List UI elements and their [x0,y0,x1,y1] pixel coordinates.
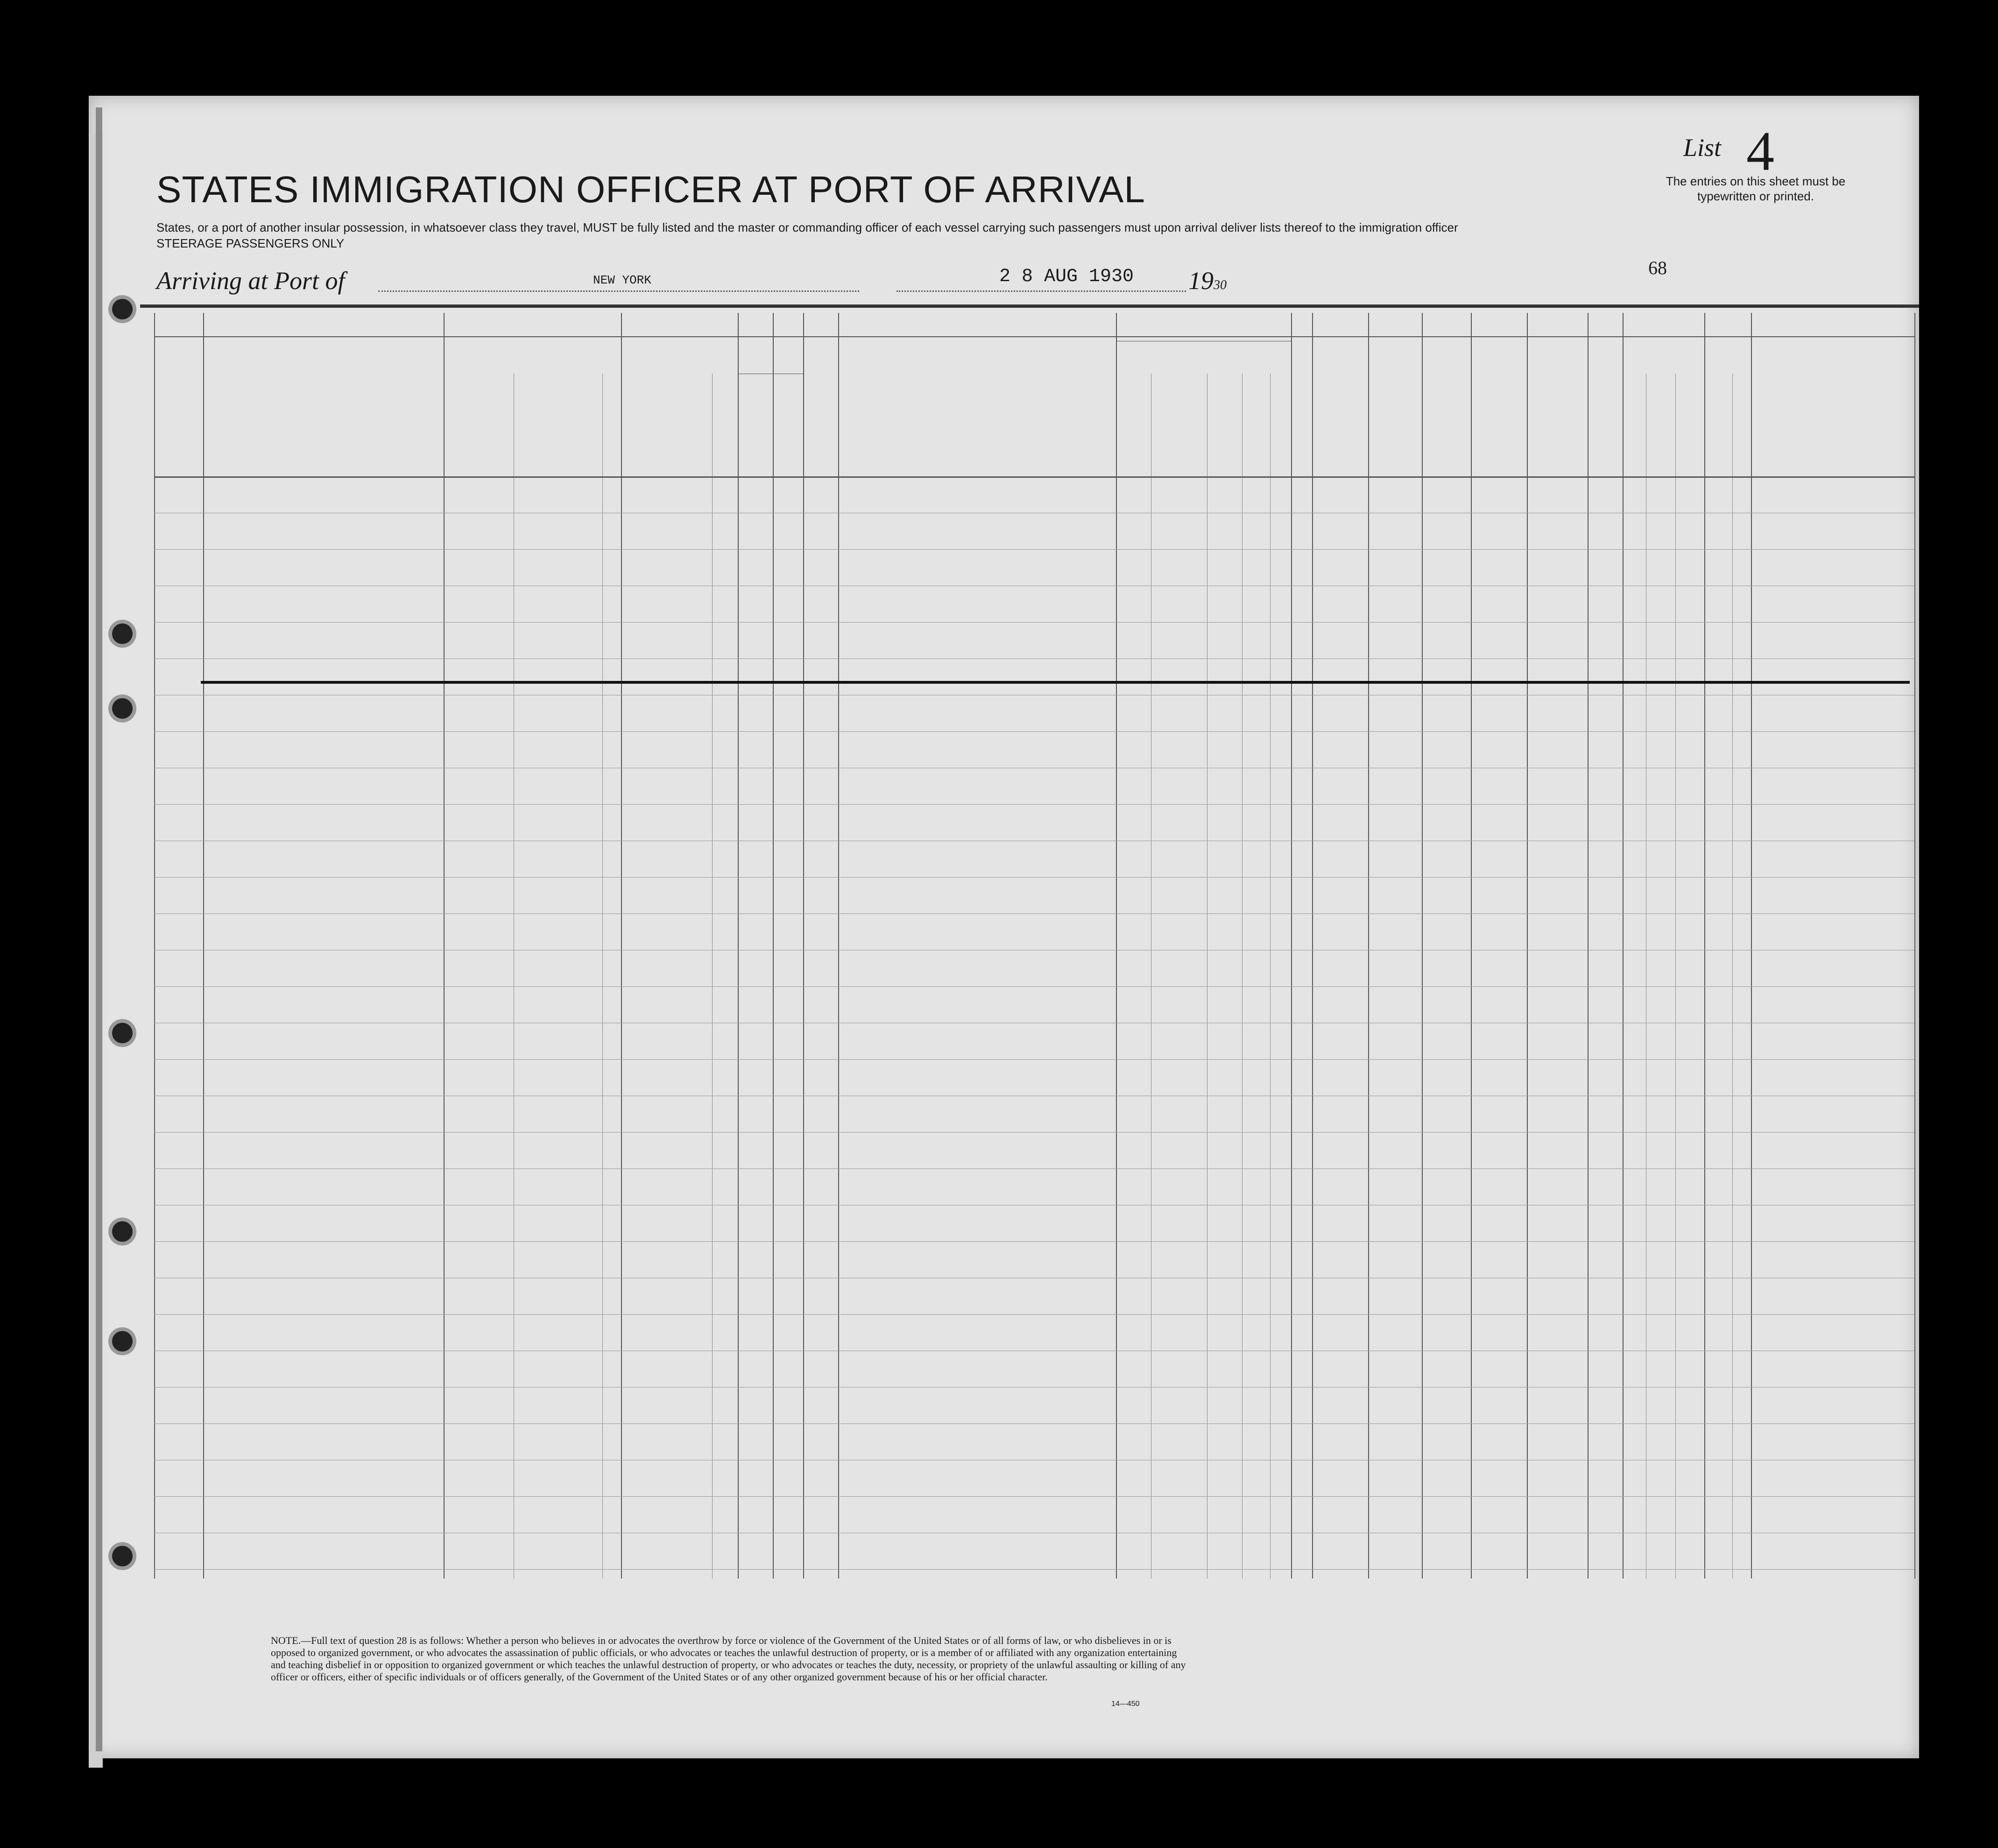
port-fill-line [378,290,859,292]
header-col19 [609,346,619,472]
binding-hole [112,1331,133,1352]
table-subcolumn-rule [602,374,603,1579]
header-bottom-rule [154,476,1914,478]
table-row-rule [154,1168,1914,1169]
form-number: 14—450 [1111,1700,1140,1708]
header-col29 [1375,346,1417,472]
table-row-rule [154,1387,1914,1388]
table-row-rule [154,877,1914,878]
table-column-rule [1704,313,1705,1579]
table-row-rule [154,1241,1914,1242]
header-col33-feet [1596,434,1606,472]
header-col25 [1247,350,1265,472]
header-col28 [1321,346,1363,472]
header-col26 [1274,350,1284,472]
header-col24-a [1128,360,1142,472]
header-col33-inches [1625,434,1635,472]
table-row-rule [154,1569,1914,1570]
table-row-rule [154,1314,1914,1315]
table-row-rule [154,804,1914,805]
table-column-rule [1471,313,1472,1579]
year-field [1188,266,1227,295]
binding-hole [112,299,133,319]
manifest-table [154,313,1914,1579]
table-column-rule [154,313,155,1579]
list-label: List [1683,134,1722,162]
table-row-rule [154,1132,1914,1133]
arrival-port: NEW YORK [593,273,651,287]
list-number: 4 [1746,120,1774,182]
header-number-rule [154,336,1914,337]
table-column-rule [621,313,622,1579]
table-row-rule [154,549,1914,550]
table-subcolumn-rule [1732,374,1733,1579]
binding-hole [112,1023,133,1043]
table-column-rule [773,313,774,1579]
table-row-rule [154,1496,1914,1497]
header-col30 [1433,346,1461,472]
year-label: 19 [1188,267,1214,295]
table-column-rule [1116,313,1117,1579]
table-column-rule [738,313,739,1579]
table-column-rule [444,313,445,1579]
table-subcolumn-rule [1242,374,1243,1579]
page-binding [96,107,102,1751]
table-column-rule [203,313,204,1579]
table-subcolumn-rule [712,374,713,1579]
table-column-rule [1914,313,1915,1579]
typewritten-note: The entries on this sheet must be typewritten or printed. [1666,174,1846,203]
binding-hole [112,623,133,644]
strikethrough-line [201,681,1910,684]
year-suffix: 30 [1214,278,1227,292]
date-fill-line [897,290,1186,292]
header-col24-c [1219,360,1233,472]
table-row-rule [154,1059,1914,1060]
table-row-rule [154,731,1914,732]
table-column-rule [1751,313,1752,1579]
table-column-rule [1291,313,1292,1579]
table-column-rule [1588,313,1589,1579]
footnote-q28: NOTE.—Full text of question 28 is as follows: Whether a person who believes in or advocates the overthrow by force or violence of the Government of the United States or of all forms of law, or who disbelieves in or is opposed to organized government, or who advocates the assassination of public officials, or who advocates or teaches the unlawful destruction of property, or is a member of or affiliated with any organization entertaining and teaching disbelief in or opposition to organized government or which teaches the unlawful destruction of property, or who advocates or teaches the duty, necessity, or propriety of the unlawful assaulting or killing of any officer or officers, either of specific individuals or of officers generally, of the Government of the United States or of any other organized government because of his or her official character. [271,1635,1186,1683]
header-col24-b [1172,360,1186,472]
binding-hole [112,1221,133,1242]
table-column-rule [1623,313,1624,1579]
table-row-rule [154,658,1914,659]
header-col27 [1296,350,1306,472]
header-rule [140,304,1919,308]
page-subtitle [156,219,1557,251]
table-column-rule [1368,313,1369,1579]
table-column-rule [1312,313,1313,1579]
table-column-rule [1527,313,1528,1579]
subtitle-line-1: States, or a port of another insular possession, in whatsoever class they travel, MUST be fully listed and the master or commanding officer of each vessel carrying such passengers must upon arrival deliver lists thereof to the immigration officer [156,220,1458,234]
subtitle-line-2: STEERAGE PASSENGERS ONLY [156,236,345,250]
date-stamp: 2 8 AUG 1930 [999,266,1134,287]
page-number: 68 [1648,257,1667,278]
page-title: STATES IMMIGRATION OFFICER AT PORT OF ARRIVAL [156,169,1145,210]
table-subcolumn-rule [1270,374,1271,1579]
table-row-rule [154,986,1914,987]
table-row-rule [154,1423,1914,1424]
table-row-rule [154,622,1914,623]
table-subcolumn-rule [1675,374,1676,1579]
table-column-rule [803,313,804,1579]
binding-hole [112,698,133,719]
binding-hole [112,1546,133,1566]
arriving-label: Arriving at Port of [156,267,345,295]
table-column-rule [1422,313,1423,1579]
table-column-rule [838,313,839,1579]
header-col21 [720,346,730,472]
table-row-rule [154,913,1914,914]
